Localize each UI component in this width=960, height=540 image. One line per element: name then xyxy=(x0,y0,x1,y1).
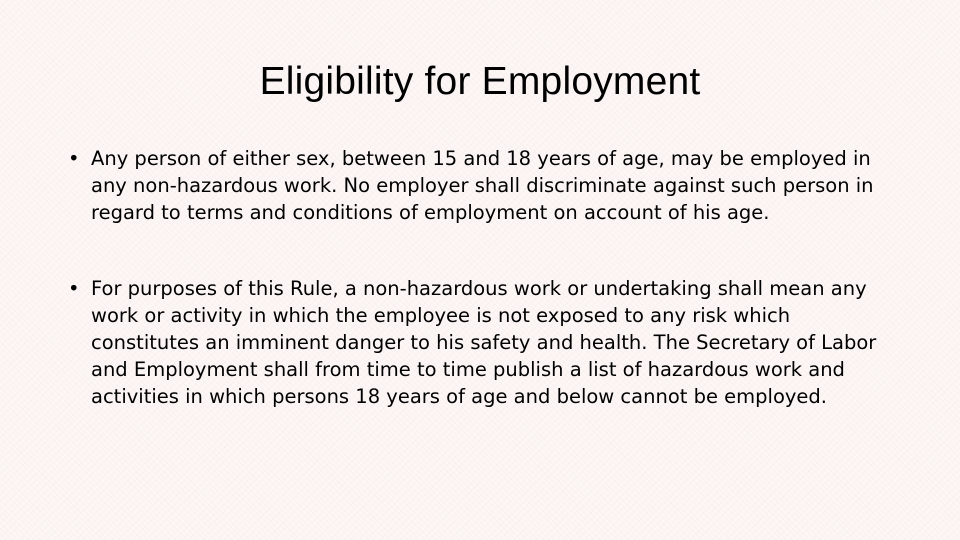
bullet-text: Any person of either sex, between 15 and 18 years of age, may be employed in any non-hazardous work. No employer shall discriminate against such person in regard to terms and conditions of employment on account of his age. xyxy=(91,147,874,224)
slide-title: Eligibility for Employment xyxy=(259,60,701,103)
bullet-list xyxy=(68,145,898,410)
bullet-marker: • xyxy=(68,277,80,300)
bullet-text: For purposes of this Rule, a non-hazardous work or undertaking shall mean any work or activity in which the employee is not exposed to any risk which constitutes an imminent danger to his safety and health. The Secretary of Labor and Employment shall from time to time publish a list of hazardous work and activities in which persons 18 years of age and below cannot be employed. xyxy=(91,277,877,408)
bullet-item-eligibility xyxy=(68,145,898,226)
bullet-item-definition xyxy=(68,275,898,410)
bullet-marker: • xyxy=(68,147,80,170)
